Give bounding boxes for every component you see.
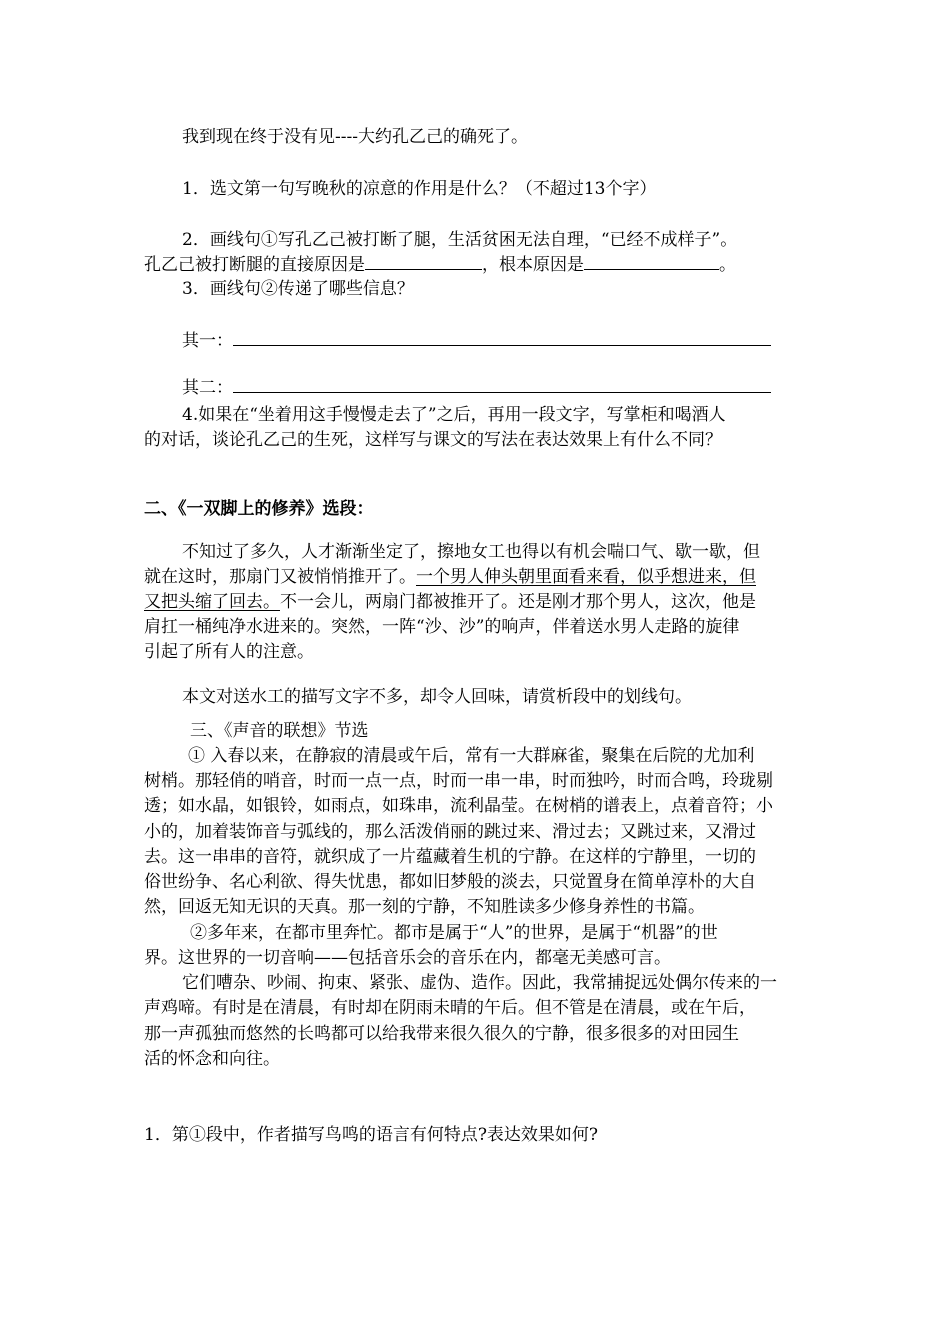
answer-line-1[interactable]: [233, 329, 771, 346]
passage-last-line: 我到现在终于没有见----大约孔乙己的确死了。: [182, 127, 528, 147]
question-1: 1．选文第一句写晚秋的凉意的作用是什么？（不超过13个字）: [182, 179, 657, 199]
section-2-question: 本文对送水工的描写文字不多，却令人回味，请赏析段中的划线句。: [182, 687, 692, 707]
sec3-p3-line: 活的怀念和向往。: [144, 1049, 280, 1069]
question-3-answer-1: 其一：: [182, 329, 771, 352]
sec3-p1-line: 透；如水晶，如银铃，如雨点，如珠串，流利晶莹。在树梢的谱表上，点着音符；小: [144, 796, 773, 816]
section-3-title: 三、《声音的联想》节选: [190, 721, 369, 741]
section-2-para-line1: 不知过了多久，人才渐渐坐定了，擦地女工也得以有机会喘口气、歇一歇，但: [182, 542, 760, 562]
sec3-p1-line: 小的，加着装饰音与弧线的，那么活泼俏丽的跳过来、滑过去；又跳过来，又滑过: [144, 822, 756, 842]
sec3-p3-line: 它们嘈杂、吵闹、拘束、紧张、虚伪、造作。因此，我常捕捉远处偶尔传来的一: [182, 973, 777, 993]
section-2-para-line2: 就在这时，那扇门又被悄悄推开了。一个男人伸头朝里面看来看，似乎想进来，但: [144, 567, 756, 587]
underlined-sentence: 一个男人伸头朝里面看来看，似乎想进来，但: [416, 567, 756, 587]
question-3-answer-2: 其二：: [182, 376, 771, 399]
section-2-para-line4: 肩扛一桶纯净水进来的。突然，一阵“沙、沙”的响声，伴着送水男人走路的旋律: [144, 617, 740, 637]
sec3-p2-line: 界。这世界的一切音响——包括音乐会的音乐在内，都毫无美感可言。: [144, 948, 671, 968]
answer-blank-root-cause[interactable]: [584, 253, 719, 270]
section-2-para-line5: 引起了所有人的注意。: [144, 642, 314, 662]
section-3-question-1: 1．第①段中，作者描写鸟鸣的语言有何特点?表达效果如何?: [144, 1125, 599, 1145]
sec3-p2-line: ②多年来，在都市里奔忙。都市是属于“人”的世界，是属于“机器”的世: [190, 923, 718, 943]
section-2-title: 二、《一双脚上的修养》选段：: [144, 499, 374, 519]
sec3-p1-line: 去。这一串串的音符，就织成了一片蕴藏着生机的宁静。在这样的宁静里，一切的: [144, 847, 756, 867]
sec3-p3-line: 声鸡啼。有时是在清晨，有时却在阴雨未晴的午后。但不管是在清晨，或在午后，: [144, 998, 756, 1018]
answer-blank-direct-cause[interactable]: [365, 253, 482, 270]
question-4-line1: 4.如果在“坐着用这手慢慢走去了”之后，再用一段文字，写掌柜和喝酒人: [182, 405, 726, 425]
underlined-sentence-end: 又把头缩了回去。: [144, 592, 280, 612]
sec3-p1-line: 树梢。那轻俏的哨音，时而一点一点，时而一串一串，时而独吟，时而合鸣，玲珑剔: [144, 771, 773, 791]
question-3: 3．画线句②传递了哪些信息？: [182, 279, 414, 299]
answer-line-2[interactable]: [233, 376, 771, 393]
question-2-line1: 2．画线句①写孔乙己被打断了腿，生活贫困无法自理，“已经不成样子”。: [182, 230, 738, 250]
sec3-p1-line: 然，回返无知无识的天真。那一刻的宁静，不知胜读多少修身养性的书篇。: [144, 897, 705, 917]
sec3-p1-line: ① 入春以来，在静寂的清晨或午后，常有一大群麻雀，聚集在后院的尤加利: [188, 746, 755, 766]
sec3-p1-line: 俗世纷争、名心利欲、得失忧患，都如旧梦般的淡去，只觉置身在简单淳朴的大自: [144, 872, 756, 892]
section-2-para-line3: 又把头缩了回去。不一会儿，两扇门都被推开了。还是刚才那个男人，这次，他是: [144, 592, 756, 612]
question-4-line2: 的对话，谈论孔乙己的生死，这样写与课文的写法在表达效果上有什么不同？: [144, 430, 722, 450]
question-2-line2: 孔乙己被打断腿的直接原因是 ，根本原因是 。: [144, 255, 736, 275]
sec3-p3-line: 那一声孤独而悠然的长鸣都可以给我带来很久很久的宁静，很多很多的对田园生: [144, 1024, 739, 1044]
